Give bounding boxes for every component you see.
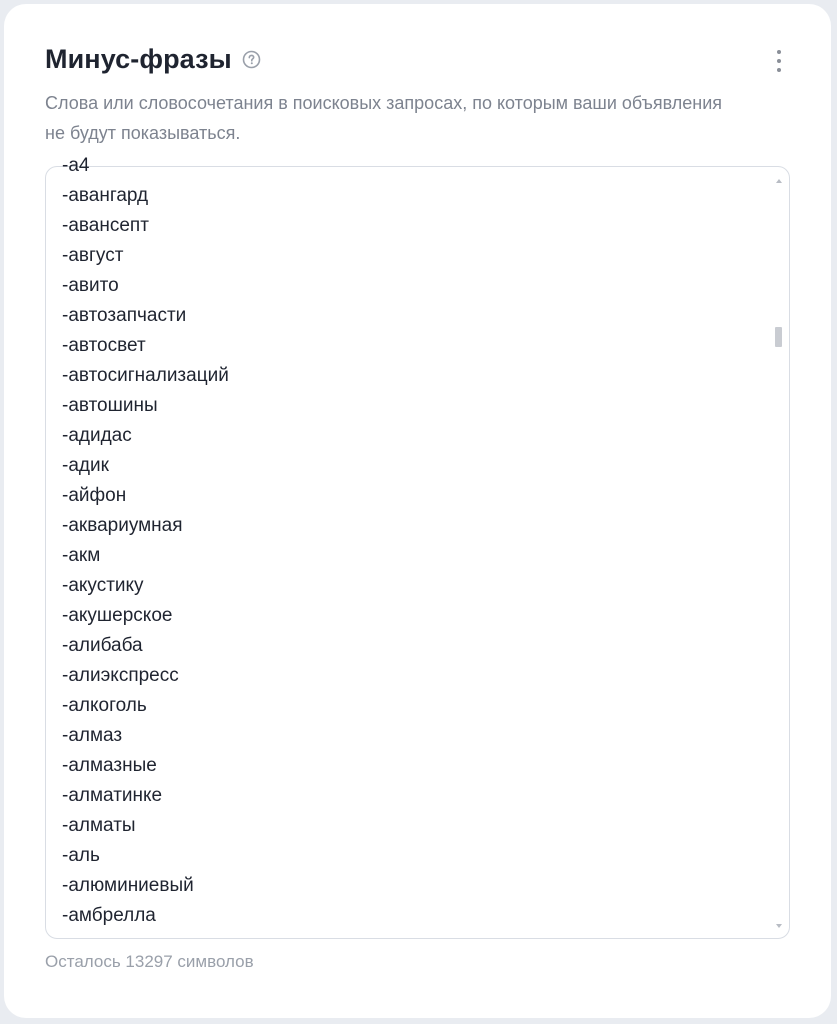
phrase-line: -август	[62, 245, 124, 266]
phrase-line: -а4	[62, 155, 90, 176]
textarea-scrollbar[interactable]	[774, 175, 784, 932]
phrase-line: -акушерское	[62, 605, 173, 626]
phrase-line: -адик	[62, 455, 109, 476]
phrase-line: -автосвет	[62, 335, 146, 356]
minus-phrases-textarea[interactable]	[45, 155, 790, 939]
phrase-line: -айфон	[62, 485, 127, 506]
phrase-line: -амбрелла	[62, 905, 156, 926]
phrase-line: -акм	[62, 545, 101, 566]
card-header	[45, 44, 261, 75]
phrase-line: -авансепт	[62, 215, 149, 236]
phrase-line: -авито	[62, 275, 119, 296]
phrase-line: -аквариумная	[62, 515, 183, 536]
card-description: Слова или словосочетания в поисковых запросах, по которым ваши объявления не будут показываться.	[45, 93, 723, 143]
question-circle-icon[interactable]	[242, 50, 261, 69]
phrase-line: -алмазные	[62, 755, 157, 776]
phrase-list	[62, 151, 229, 931]
phrase-line: -алюминиевый	[62, 875, 194, 896]
scrollbar-thumb[interactable]	[775, 327, 782, 347]
phrase-line: -автосигнализаций	[62, 365, 229, 386]
scroll-up-arrow-icon[interactable]	[776, 179, 782, 183]
phrase-line: -алибаба	[62, 635, 143, 656]
phrase-line: -алматы	[62, 815, 136, 836]
phrase-line: -автошины	[62, 395, 158, 416]
scroll-down-arrow-icon[interactable]	[776, 924, 782, 928]
characters-remaining-counter: Осталось 13297 символов	[45, 952, 254, 971]
phrase-line: -автозапчасти	[62, 305, 187, 326]
phrase-line: -алматинке	[62, 785, 163, 806]
phrase-line: -адидас	[62, 425, 132, 446]
phrase-line: -акустику	[62, 575, 144, 596]
phrase-line: -алмаз	[62, 725, 123, 746]
card-title: Минус-фразы	[45, 44, 232, 74]
phrase-line: -авангард	[62, 185, 149, 206]
phrase-line: -алиэкспресс	[62, 665, 179, 686]
more-vertical-icon[interactable]	[767, 46, 791, 76]
phrase-line: -аль	[62, 845, 100, 866]
minus-phrases-card	[4, 4, 831, 1018]
phrase-line: -алкоголь	[62, 695, 147, 716]
